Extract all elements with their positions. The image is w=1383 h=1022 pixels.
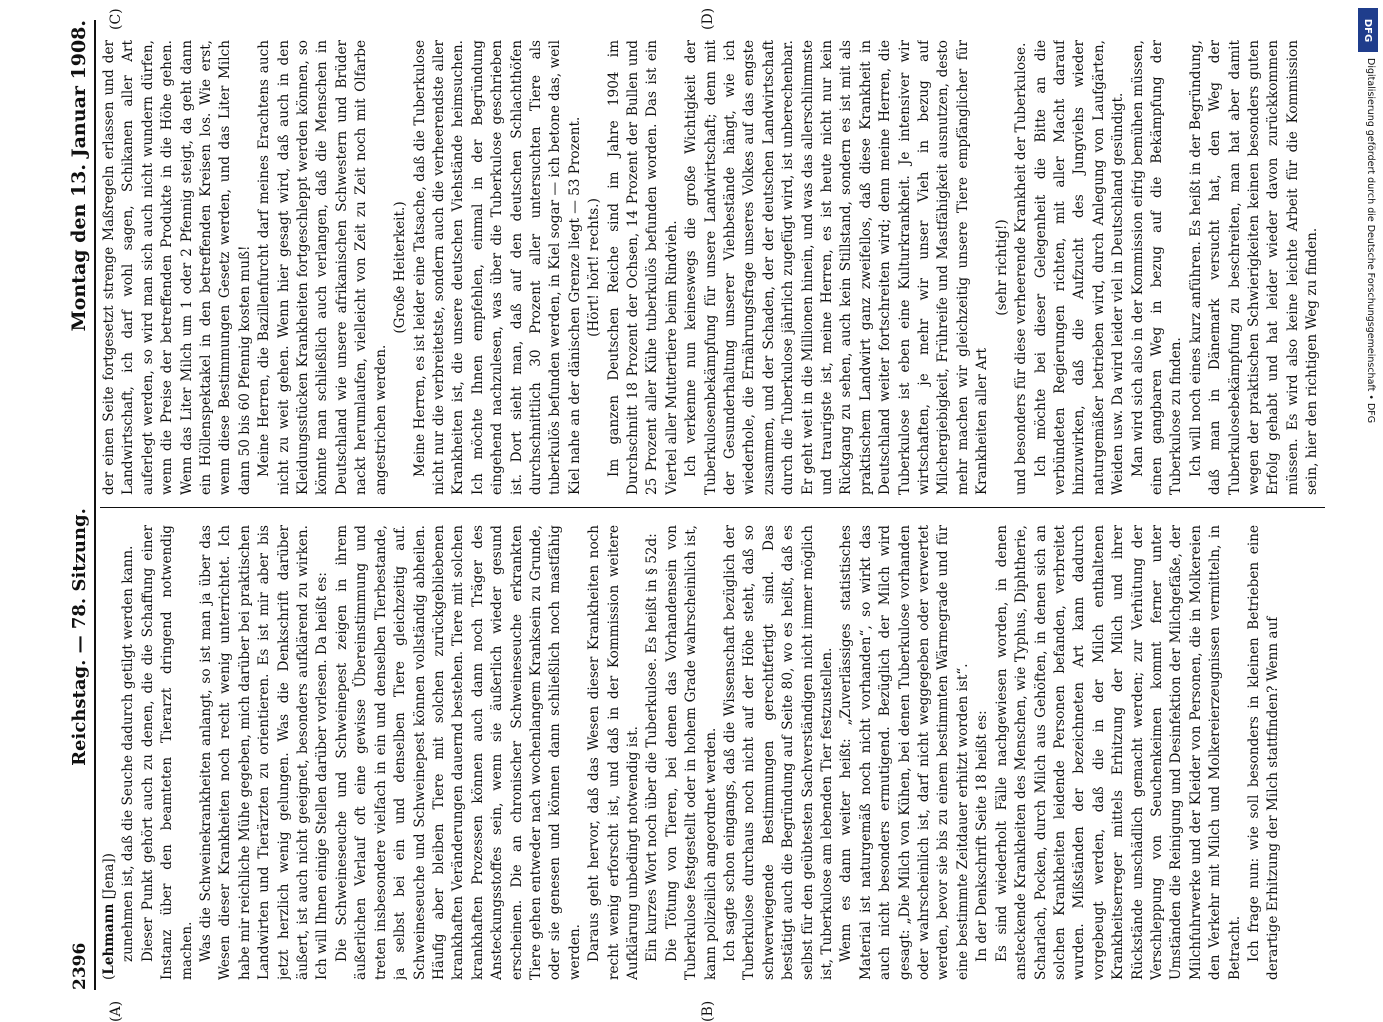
paragraph: Daraus geht hervor, daß das Wesen dieser Krankheiten noch recht wenig erforscht ist, und daß in der Kommission weitere Aufklärung unbedingt notwendig ist. [586,525,641,980]
page-number: 2396 [70,942,90,990]
paragraph: Meine Herren, es ist leider eine Tatsache, daß die Tuberkulose nicht nur die verbreitetste, sondern auch die verheerendste aller Krankheiten ist, die unsere deutschen Viehstände heimsuchen. Ich möchte Ihnen empfehlen, einmal in der Begründung eingehend nachzulesen, was über die Tuberkulose geschrieben ist. Dort sieht man, daß auf den deutschen Schlachthöfen durchschnittlich 30 Prozent aller untersuchten Tiere als tuberkulös befunden werden, in Kiel sogar — ich betone das, weil Kiel nahe an der dänischen Grenze liegt — 53 Prozent. [411,40,583,495]
left-text-column [100,525,1330,980]
paragraph: Man wird sich also in der Kommission eifrig bemühen müssen, einen gangbaren Weg in bezug auf die Bekämpfung der Tuberkulose zu finden. [1129,40,1185,495]
column-marker-c: (C) [108,8,124,30]
paragraph: Im ganzen Deutschen Reiche sind im Jahre 1904 im Durchschnitt 18 Prozent der Ochsen, 14 Prozent der Bullen und 25 Prozent aller Kühe tuberkulös befunden worden. Das ist ein Viertel aller Muttertiere beim Rindvieh. [605,40,680,495]
column-marker-a: (A) [108,1000,124,1022]
speaker-place: [Jena]) [101,853,117,900]
paragraph: der einen Seite fortgesetzt strenge Maßregeln erlassen und der Landwirtschaft, ich darf wohl sagen, Schikanen aller Art auferlegt werden, so wird man sich auch nicht wundern dürfen, wenn die Preise der betreffenden Produkte in die Höhe gehen. Wenn das Liter Milch um 1 oder 2 Pfennig steigt, da geht dann ein Höllenspektakel in den betreffenden Kreisen los. Wie erst, wenn diese Bestimmungen Gesetz werden, und das Liter Milch dann 50 bis 60 Pfennig kosten muß! [101,40,253,495]
paragraph: zunehmen ist, daß die Seuche dadurch getilgt werden kann. [120,545,137,962]
paragraph: Ich möchte bei dieser Gelegenheit die Bitte an die verbündeten Regierungen richten, mit aller Macht darauf hinzuwirken, daß die Aufzucht des Jungviehs wieder naturgemäßer betrieben wird, durch Anlegung von Laufgärten, Weiden usw. Da wird leider viel in Deutschland gesündigt. [1032,40,1127,495]
session-date: Montag den 13. Januar 1908. [68,20,90,332]
attribution-strip [1356,8,1380,993]
quoted-paragraph: Die Schweineseuche und Schweinepest zeigen in ihrem äußerlichen Verlauf oft eine gewisse Übereinstimmung und treten insbesondere vielfach in ein und denselben Tierbestande, ja selbst bei ein und denselben Tiere gleichzeitig auf. Schweineseuche und Schweinepest können vollständig abheilen. Häufig aber bleiben Tiere mit solchen zurückgebliebenen krankhaften Veränderungen dauernd bestehen. Tiere mit solchen krankhaften Prozessen können auch dann noch Träger des Ansteckungsstoffes sein, wenn sie äußerlich wieder gesund erscheinen. Die an chronischer Schweineseuche erkrankten Tiere gehen entweder nach wochenlangem Kranksein zu Grunde, oder sie genesen und können dann schließlich noch mastfähig werden. [333,525,583,980]
paragraph: Wenn es dann weiter heißt: „Zuverlässiges statistisches Material ist naturgemäß noch nicht vorhanden“, so wirkt das auch nicht besonders ermutigend. Bezüglich der Milch wird gesagt: „Die Milch von Kühen, bei denen Tuberkulose vorhanden oder wahrscheinlich ist, darf nicht weggegeben oder verwertet werden, bevor sie bis zu einem bestimmten Wärmegrade und für eine bestimmte Zeitdauer erhitzt worden ist“. [838,525,971,980]
rotated-document-page [60,7,1340,1022]
speaker-line: (Lehmann [Jena]) [101,853,117,980]
column-marker-b: (B) [700,1000,716,1022]
digitization-credit: Digitalisierung gefördert durch die Deutsche Forschungsgemeinschaft • DFG [1365,58,1376,424]
paragraph: Ein kurzes Wort noch über die Tuberkulose. Es heißt in § 52d: [644,533,661,962]
paragraph: Was die Schweinekrankheiten anlangt, so ist man ja über das Wesen dieser Krankheiten noch recht wenig unterrichtet. Ich habe mir reichliche Mühe gegeben, mich darüber bei praktischen Landwirten und Tierärzten zu orientieren. Es ist mir aber bis jetzt herzlich wenig gelungen. Was die Denkschrift darüber äußert, ist auch nicht geeignet, besonders aufklärend zu wirken. Ich will Ihnen einige Stellen darüber vorlesen. Da heißt es: [198,525,331,980]
paragraph: Meine Herren, die Bazillenfurcht darf meines Erachtens auch nicht zu weit gehen. Wenn hier gesagt wird, daß auch in den Kleidungsstücken Krankheiten fortgeschleppt werden können, so könnte man schließlich auch verlangen, daß die Menschen in Deutschland wie unsere afrikanischen Schwestern und Brüder nackt herumlaufen, vielleicht von Zeit zu Zeit noch mit Olfarbe angestrichen werden. [256,40,389,495]
interjection: (Hört! hört! rechts.) [586,198,603,337]
session-title: Reichstag. — 78. Sitzung. [69,508,90,766]
paragraph: Ich sagte schon eingangs, daß die Wissenschaft bezüglich der Tuberkulose durchaus noch nicht auf der Höhe steht, daß so schwerwiegende Bestimmungen gerechtfertigt sind. Das bestätigt auch die Begründung auf Seite 80, wo es heißt, daß es selbst für den geübtesten Sachverständigen nicht immer möglich ist, Tuberkulose am lebenden Tier festzustellen. [722,525,836,980]
paragraph: Ich frage nun: wie soll besonders in kleinen Betrieben eine derartige Erhitzung der Milch stattfinden? Wenn auf [1245,525,1282,980]
paragraph: In der Denkschrift Seite 18 heißt es: [974,710,991,962]
quoted-paragraph: Es sind wiederholt Fälle nachgewiesen worden, in denen ansteckende Krankheiten des Menschen, wie Typhus, Diphtherie, Scharlach, Pocken, durch Milch aus Gehöften, in denen sich an solchen Krankheiten leidende Personen befanden, verbreitet wurden. Mißständen der bezeichneten Art kann dadurch vorgebeugt werden, daß die in der Milch enthaltenen Krankheitserreger mittels Erhitzung der Milch und ihrer Rückstände unschädlich gemacht werden; zur Verhütung der Verschleppung von Seuchenkeimen kommt ferner unter Umständen die Reinigung und Desinfektion der Milchgefäße, der Milchfuhrwerke und der Kleider von Personen, die in Molkereien den Verkehr mit Milch und Molkereierzeugnissen vermitteln, in Betracht. [993,525,1243,980]
paragraph: Ich verkenne nun keineswegs die große Wichtigkeit der Tuberkulosenbekämpfung für unsere Landwirtschaft; denn mit der Gesunderhaltung unserer Viehbestände hängt, wie ich wiederhole, die Ernährungsfrage unseres Volkes auf das engste zusammen, und der Schaden, der der deutschen Landwirtschaft durch die Tuberkulose jährlich zugefügt wird, ist unberechenbar. Er geht weit in die Millionen hinein, und was das allerschlimmste und traurigste ist, meine Herren, es ist heute nicht nur kein Rückgang zu sehen, auch kein Stillstand, sondern es ist mit als praktischem Landwirt ganz zweifellos, daß diese Krankheit in Deutschland weiter fortschreiten wird; denn meine Herren, die Tuberkulose ist eben eine Kulturkrankheit. Je intensiver wir wirtschaften, je mehr wir unser Vieh in bezug auf Milchergiebigkeit, Frühreife und Mastfähigkeit ausnutzen, desto mehr machen wir gleichzeitig unsere Tiere empfänglicher für Krankheiten aller Art [683,40,991,495]
paragraph: Ich will noch eines kurz anführen. Es heißt in der Begründung, daß man in Dänemark versucht hat, den Weg der Tuberkulosebekämpfung zu beschreiten, man hat aber damit wegen der praktischen Schwierigkeiten keinen besonders guten Erfolg gehabt und hat leider wieder davon zurückkommen müssen. Es wird also keine leichte Arbeit für die Kommission sein, hier den richtigen Weg zu finden. [1187,40,1321,495]
paragraph: Dieser Punkt gehört auch zu denen, die die Schaffung einer Instanz über den beamteten Tierarzt dringend notwendig machen. [139,525,195,980]
paragraph: und besonders für diese verheerende Krankheit der Tuberkulose. [1013,42,1030,495]
right-text-column [100,40,1330,495]
column-divider [100,507,1325,508]
interjection: (Große Heiterkeit.) [392,201,409,334]
interjection: (sehr richtig!) [993,219,1010,316]
column-marker-d: (D) [700,7,716,30]
quoted-paragraph: Die Tötung von Tieren, bei denen das Vorhandensein von Tuberkulose festgestellt oder in hohem Grade wahrscheinlich ist, kann polizeilich angeordnet werden. [663,525,719,980]
dfg-logo-text: DFG [1362,18,1374,42]
header-rule [94,20,96,990]
page-header [60,20,90,990]
dfg-logo [1358,8,1378,52]
speaker-name: Lehmann [101,903,117,975]
